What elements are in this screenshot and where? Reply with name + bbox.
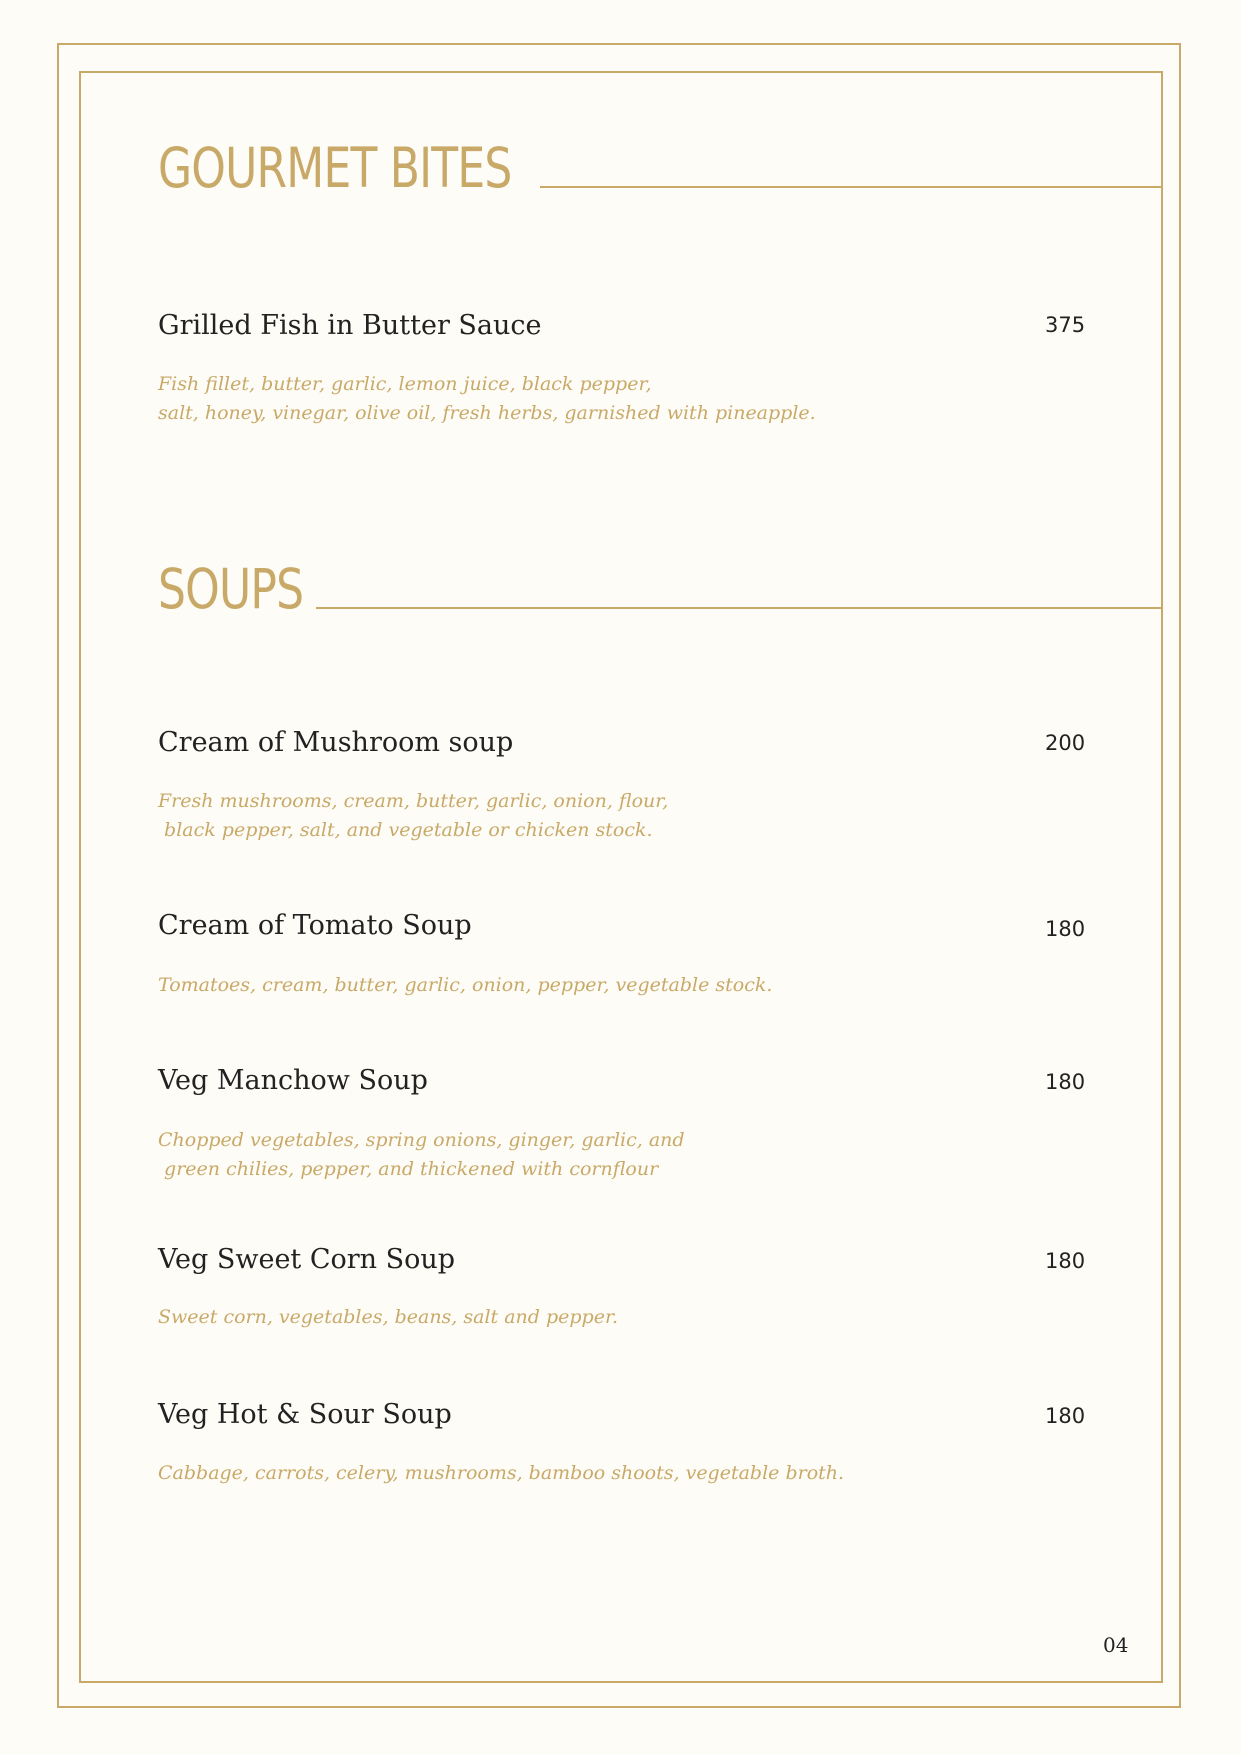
item-name: Grilled Fish in Butter Sauce [158, 310, 542, 341]
item-name: Veg Manchow Soup [158, 1065, 428, 1096]
item-price: 180 [1045, 917, 1086, 941]
item-name: Cream of Tomato Soup [158, 910, 472, 941]
item-description: Chopped vegetables, spring onions, ginger, garlic, and green chilies, pepper, and thickened with cornflour [158, 1129, 685, 1180]
page-number: 04 [1103, 1633, 1129, 1657]
item-price: 180 [1045, 1404, 1086, 1428]
section-rule-gourmet-bites [540, 186, 1163, 188]
item-price: 180 [1045, 1249, 1086, 1273]
section-title-gourmet-bites: GOURMET BITES [158, 136, 512, 200]
item-price: 375 [1045, 313, 1086, 337]
item-description: Cabbage, carrots, celery, mushrooms, bamboo shoots, vegetable broth. [158, 1462, 845, 1484]
item-price: 200 [1045, 731, 1086, 755]
item-price: 180 [1045, 1070, 1086, 1094]
item-description: Sweet corn, vegetables, beans, salt and pepper. [158, 1306, 618, 1328]
item-name: Cream of Mushroom soup [158, 727, 514, 758]
item-description: Fish fillet, butter, garlic, lemon juice, black pepper, salt, honey, vinegar, olive oil, fresh herbs, garnished with pineapple. [158, 373, 816, 424]
section-title-soups: SOUPS [158, 557, 304, 621]
item-description: Tomatoes, cream, butter, garlic, onion, pepper, vegetable stock. [158, 974, 773, 996]
item-description: Fresh mushrooms, cream, butter, garlic, onion, flour, black pepper, salt, and vegetable or chicken stock. [158, 790, 669, 841]
section-rule-soups [316, 607, 1163, 609]
item-name: Veg Hot & Sour Soup [158, 1399, 452, 1430]
item-name: Veg Sweet Corn Soup [158, 1244, 456, 1275]
